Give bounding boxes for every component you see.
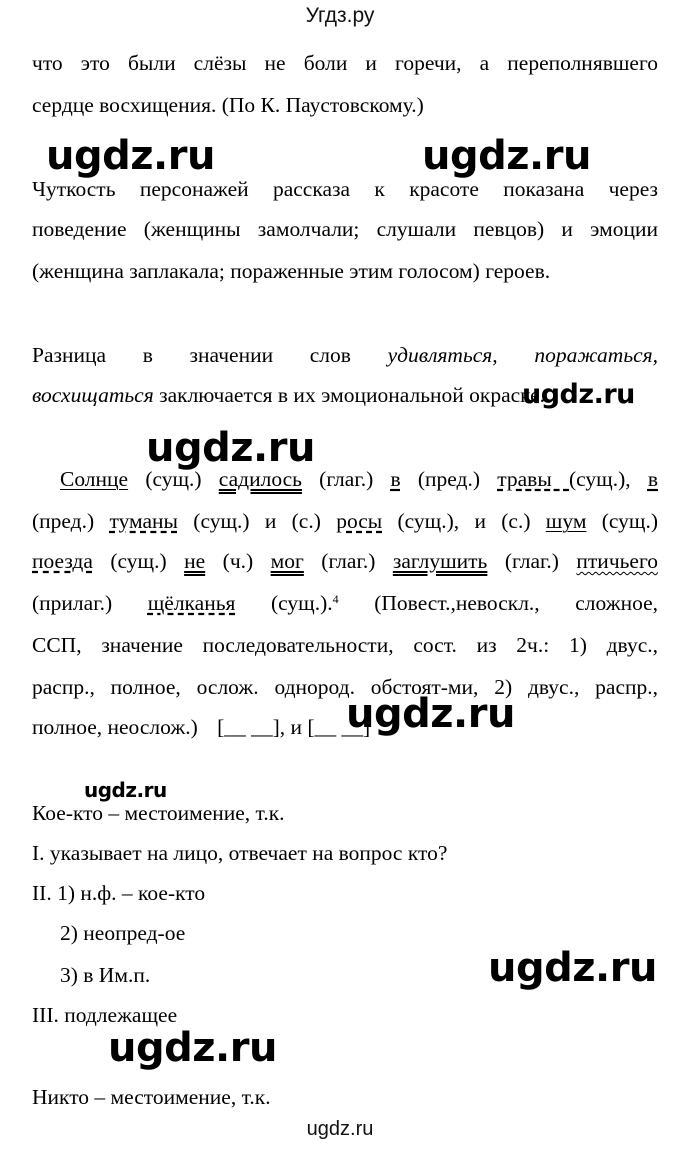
- watermark: ugdz.ru: [108, 1025, 277, 1071]
- subject-word: шум: [545, 509, 587, 533]
- text-line: (женщина заплакала; пораженные этим голосом) героев.: [32, 259, 551, 283]
- text-line: [32, 342, 658, 368]
- text-line: I. указывает на лицо, отвечает на вопрос кто?: [32, 841, 448, 865]
- footnote-mark: 4: [332, 592, 339, 606]
- adverbial-word: в: [647, 467, 659, 491]
- text-line: Чуткость персонажей рассказа к красоте показана через: [32, 177, 658, 201]
- watermark: ugdz.ru: [522, 379, 635, 410]
- predicate-word: не: [184, 549, 206, 573]
- pos-label: (глаг.): [321, 549, 376, 573]
- page-header: Угдз.ру: [305, 4, 375, 27]
- pos-label: (пред.): [417, 467, 481, 491]
- parse-line: [32, 508, 658, 534]
- sentence-scheme: [__ __], и [__ __]: [217, 715, 371, 739]
- text-segment: полное, неослож.): [32, 715, 198, 739]
- text-line: [32, 714, 658, 740]
- text-line: поведение (женщины замолчали; слушали певцов) и эмоции: [32, 217, 658, 241]
- italic-word: восхищаться: [32, 383, 154, 407]
- watermark: ugdz.ru: [346, 691, 515, 737]
- watermark: ugdz.ru: [46, 133, 215, 179]
- watermark: ugdz.ru: [422, 133, 591, 179]
- text-segment: Разница в значении слов: [32, 343, 351, 367]
- text-line: 2) неопред-ое: [60, 921, 186, 945]
- watermark: ugdz.ru: [84, 778, 167, 802]
- predicate-word: садилось: [218, 467, 302, 491]
- predicate-word: мог: [270, 549, 304, 573]
- parse-line: [60, 466, 658, 492]
- text-line: сердце восхищения. (По К. Паустовскому.): [32, 93, 424, 117]
- pos-label: (сущ.): [145, 467, 202, 491]
- text-line: II. 1) н.ф. – кое-кто: [32, 881, 206, 905]
- object-word: поезда: [32, 549, 93, 573]
- pos-label: (сущ.): [110, 549, 167, 573]
- pos-label: (сущ.), и (с.): [397, 509, 531, 533]
- sentence-characteristics: (Повест.,невоскл., сложное,: [374, 591, 659, 615]
- pos-label: (глаг.): [504, 549, 559, 573]
- italic-words: удивляться, поражаться,: [387, 343, 659, 367]
- pos-label: (прилаг.): [32, 591, 113, 615]
- parse-line: [32, 548, 658, 574]
- pos-label: (сущ.): [601, 509, 658, 533]
- text-line: [32, 379, 658, 410]
- predicate-word: заглушить: [392, 549, 488, 573]
- pos-label: (глаг.): [319, 467, 374, 491]
- subject-word: Солнце: [60, 467, 129, 491]
- pos-label: (пред.): [32, 509, 95, 533]
- pos-label: (сущ.),: [569, 467, 631, 491]
- pos-label: (ч.): [222, 549, 254, 573]
- text-line: что это были слёзы не боли и горечи, а переполнявшего: [32, 51, 658, 75]
- watermark: ugdz.ru: [488, 945, 657, 991]
- adverbial-word: росы: [336, 509, 383, 533]
- adverbial-word: в: [390, 467, 401, 491]
- text-line: Кое-кто – местоимение, т.к.: [32, 801, 285, 825]
- page-footer: ugdz.ru: [306, 1118, 374, 1140]
- text-segment: заключается в их эмоциональной окраске.: [159, 383, 545, 407]
- text-line: распр., полное, ослож. однород. обстоят-ми, 2) двус., распр.,: [32, 675, 658, 699]
- pos-label: (сущ.).$^4$: [271, 591, 339, 615]
- text-line: Никто – местоимение, т.к.: [32, 1085, 271, 1109]
- watermark: ugdz.ru: [146, 425, 315, 471]
- object-word: щёлканья: [147, 591, 236, 615]
- parse-line: [32, 590, 658, 616]
- adverbial-word: туманы: [109, 509, 178, 533]
- pos-label: (сущ.) и (с.): [193, 509, 321, 533]
- text-line: 3) в Им.п.: [60, 963, 151, 987]
- attribute-word: птичьего: [576, 549, 659, 573]
- adverbial-word: травы: [497, 467, 569, 491]
- text-line: ССП, значение последовательности, сост. из 2ч.: 1) двус.,: [32, 633, 658, 657]
- text-line: III. подлежащее: [32, 1003, 178, 1027]
